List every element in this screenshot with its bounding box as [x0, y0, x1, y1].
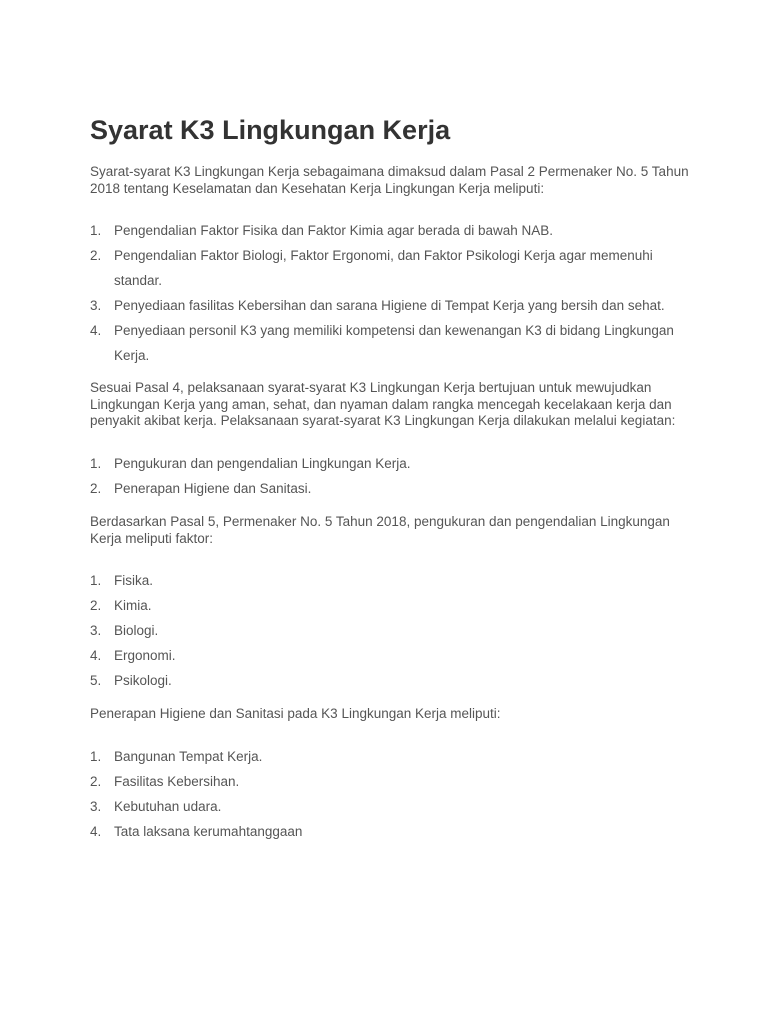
- list-item-number: 4.: [90, 648, 102, 663]
- list-item: [90, 769, 690, 794]
- list-item: [90, 819, 690, 844]
- list-item: [90, 476, 690, 501]
- list-item-number: 5.: [90, 673, 102, 688]
- list-item-number: 3.: [90, 298, 102, 313]
- list-item-number: 1.: [90, 223, 102, 238]
- section-2-list: [90, 451, 690, 501]
- list-item-number: 2.: [90, 481, 102, 496]
- list-item-number: 4.: [90, 824, 102, 839]
- list-item: [90, 668, 690, 693]
- section-2-intro: Sesuai Pasal 4, pelaksanaan syarat-syarat K3 Lingkungan Kerja bertujuan untuk mewujudkan Lingkungan Kerja yang aman, sehat, dan nyaman dalam rangka mencegah kecelakaan kerja dan penyakit akibat kerja. Pelaksanaan syarat-syarat K3 Lingkungan Kerja dilakukan melalui kegiatan:: [90, 380, 676, 428]
- list-item: [90, 643, 690, 668]
- list-item: [90, 451, 690, 476]
- section-1-intro: Syarat-syarat K3 Lingkungan Kerja sebagaimana dimaksud dalam Pasal 2 Permenaker No. 5 Tahun 2018 tentang Keselamatan dan Kesehatan Kerja Lingkungan Kerja meliputi:: [90, 164, 689, 196]
- list-item: [90, 243, 674, 293]
- list-item-number: 1.: [90, 573, 102, 588]
- list-item-text: Penyediaan fasilitas Kebersihan dan sarana Higiene di Tempat Kerja yang bersih dan sehat.: [114, 298, 665, 313]
- section-3-list: [90, 568, 690, 693]
- list-item-text: Kimia.: [114, 598, 152, 613]
- list-item: [90, 593, 690, 618]
- list-item-number: 2.: [90, 774, 102, 789]
- list-item: [90, 318, 674, 368]
- list-item-number: 2.: [90, 598, 102, 613]
- list-item-number: 3.: [90, 799, 102, 814]
- list-item-number: 4.: [90, 323, 102, 338]
- list-item-text: Tata laksana kerumahtanggaan: [114, 824, 303, 839]
- list-item: [90, 568, 690, 593]
- list-item: [90, 744, 690, 769]
- list-item: [90, 293, 690, 318]
- list-item-text: Bangunan Tempat Kerja.: [114, 749, 263, 764]
- document-page: [90, 0, 690, 839]
- list-item-text: Kebutuhan udara.: [114, 799, 222, 814]
- list-item-text: Fasilitas Kebersihan.: [114, 774, 240, 789]
- page-title: Syarat K3 Lingkungan Kerja: [90, 115, 451, 145]
- list-item-number: 2.: [90, 248, 102, 263]
- list-item-number: 1.: [90, 456, 102, 471]
- list-item-text: Pengendalian Faktor Fisika dan Faktor Kimia agar berada di bawah NAB.: [114, 223, 553, 238]
- list-item-text: Psikologi.: [114, 673, 172, 688]
- list-item: [90, 618, 690, 643]
- list-item-text: Biologi.: [114, 623, 159, 638]
- section-4-list: [90, 744, 690, 844]
- list-item-text: Fisika.: [114, 573, 154, 588]
- section-3-intro: Berdasarkan Pasal 5, Permenaker No. 5 Tahun 2018, pengukuran dan pengendalian Lingkungan Kerja meliputi faktor:: [90, 514, 670, 546]
- list-item: [90, 794, 690, 819]
- list-item-text: Ergonomi.: [114, 648, 176, 663]
- list-item-number: 1.: [90, 749, 102, 764]
- list-item: [90, 218, 690, 243]
- list-item-text: Pengukuran dan pengendalian Lingkungan Kerja.: [114, 456, 411, 471]
- section-4-intro: Penerapan Higiene dan Sanitasi pada K3 Lingkungan Kerja meliputi:: [90, 706, 501, 721]
- list-item-number: 3.: [90, 623, 102, 638]
- list-item-text: Pengendalian Faktor Biologi, Faktor Ergonomi, dan Faktor Psikologi Kerja agar memenuhi standar.: [114, 248, 653, 288]
- list-item-text: Penyediaan personil K3 yang memiliki kompetensi dan kewenangan K3 di bidang Lingkungan Kerja.: [114, 323, 674, 363]
- section-1-list: [90, 218, 690, 368]
- list-item-text: Penerapan Higiene dan Sanitasi.: [114, 481, 312, 496]
